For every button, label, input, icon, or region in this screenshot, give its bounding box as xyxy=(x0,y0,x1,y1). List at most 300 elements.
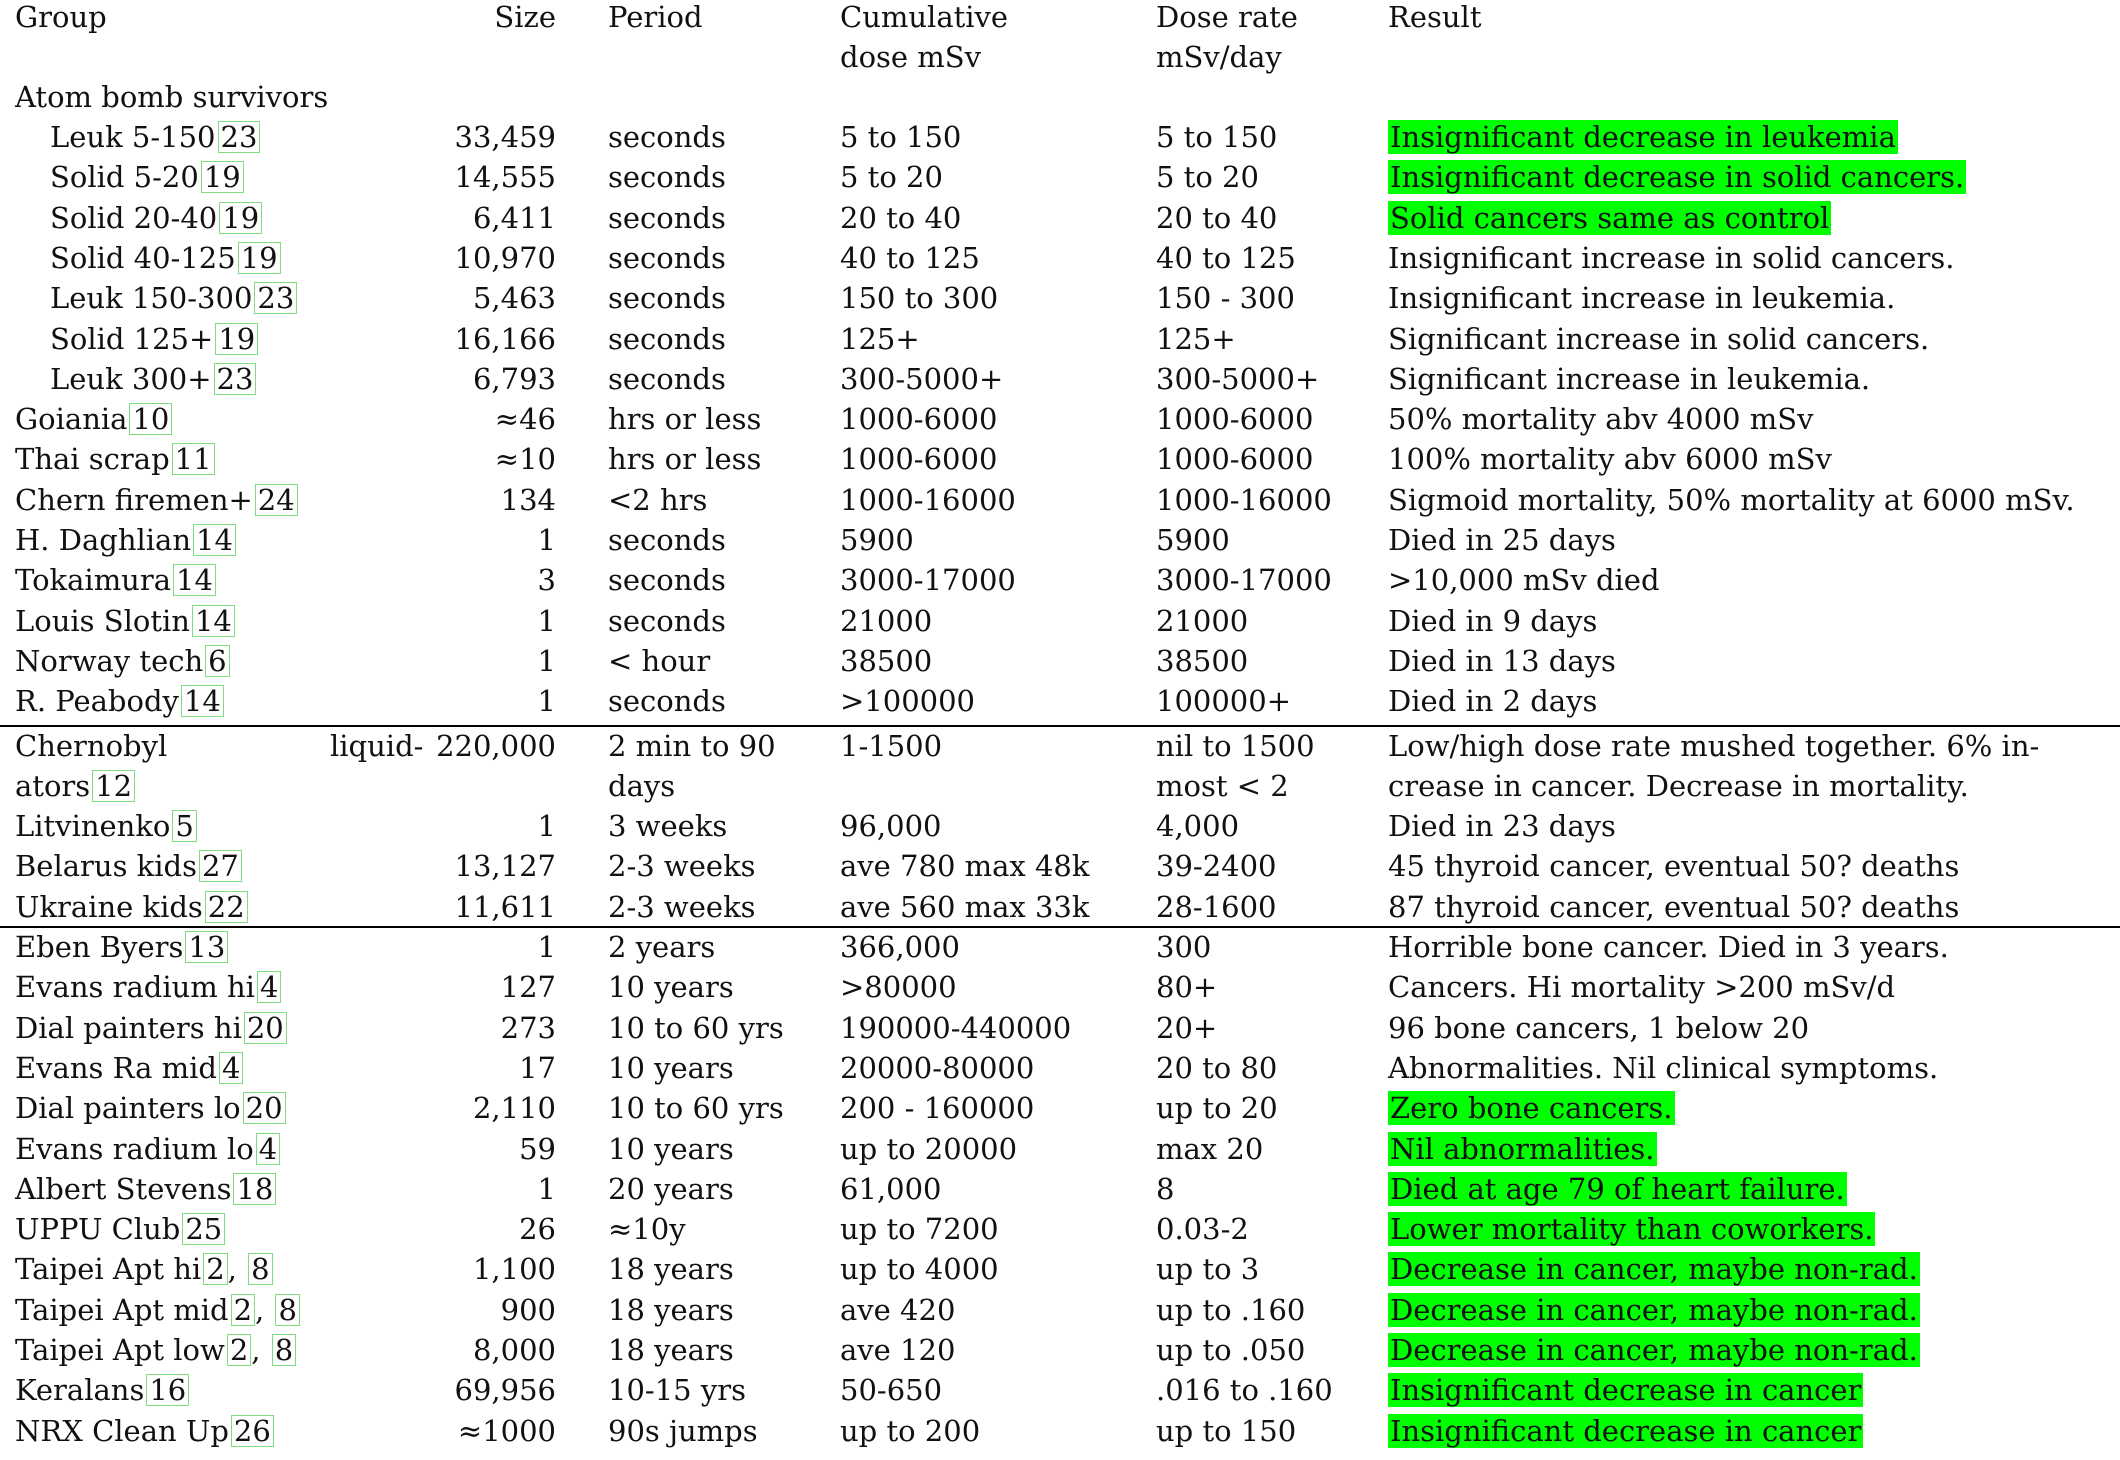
row-result xyxy=(1388,681,1597,721)
row-group-name xyxy=(50,319,258,359)
row-period: 18 years xyxy=(608,1292,734,1327)
citation-link[interactable]: 23 xyxy=(214,363,257,395)
row-period: seconds xyxy=(608,603,726,638)
row-result xyxy=(1388,1129,1657,1169)
group-label: Litvinenko xyxy=(15,809,171,843)
row-size: 1 xyxy=(537,930,556,964)
citation-link[interactable]: 16 xyxy=(146,1374,189,1406)
row-dose-rate: 300 xyxy=(1156,930,1212,964)
row-dose-rate: 150 - 300 xyxy=(1156,281,1295,316)
table-row xyxy=(0,887,2120,927)
row-dose: ave 780 max 48k xyxy=(840,849,1090,884)
highlighted-result-text: Insignificant decrease in cancer xyxy=(1390,1373,1862,1408)
row-result xyxy=(1388,1209,1875,1249)
row-result xyxy=(1388,359,1870,399)
citation-link[interactable]: 25 xyxy=(182,1213,225,1245)
result-text: Died in 25 days xyxy=(1388,523,1616,557)
citation-link[interactable]: 24 xyxy=(255,484,298,516)
row-period: hrs or less xyxy=(608,402,762,437)
row-result xyxy=(1388,319,1929,359)
chern-dose: 1-1500 xyxy=(840,729,943,763)
row-dose-rate: up to 3 xyxy=(1156,1252,1260,1287)
row-group-name xyxy=(15,927,228,967)
citation-link[interactable]: 10 xyxy=(129,403,172,435)
result-text: Sigmoid mortality, 50% mortality at 6000 mSv. xyxy=(1388,482,2075,517)
row-group-name xyxy=(15,1048,243,1088)
row-result xyxy=(1388,1249,1920,1289)
row-size: 16,166 xyxy=(454,321,556,356)
row-group-name xyxy=(15,887,248,927)
row-group-name xyxy=(50,278,297,318)
row-dose: 300-5000+ xyxy=(840,361,1004,396)
row-dose-rate: .016 to .160 xyxy=(1156,1373,1333,1408)
group-label: Solid 125+ xyxy=(50,321,214,356)
row-dose-rate: max 20 xyxy=(1156,1131,1264,1166)
group-label: Leuk 5-150 xyxy=(50,120,216,154)
row-result xyxy=(1388,846,1959,886)
header-dose: Cumulative xyxy=(840,0,1009,34)
row-result xyxy=(1388,601,1597,641)
header-group: Group xyxy=(15,0,107,34)
row-group-name xyxy=(15,601,235,641)
row-dose: 21000 xyxy=(840,603,933,638)
citation-link[interactable]: 19 xyxy=(238,242,281,274)
group-label: Chern firemen+ xyxy=(15,482,253,517)
row-group-name xyxy=(50,157,244,197)
row-dose: 40 to 125 xyxy=(840,240,980,275)
row-period: 2-3 weeks xyxy=(608,889,756,924)
result-text: Died in 23 days xyxy=(1388,809,1616,843)
row-group-name xyxy=(50,198,262,238)
row-size: 1 xyxy=(537,684,556,719)
result-text: 100% mortality abv 6000 mSv xyxy=(1388,442,1832,477)
row-size: 10,970 xyxy=(454,240,556,275)
group-label: Albert Stevens xyxy=(15,1171,232,1206)
row-period: 3 weeks xyxy=(608,809,728,843)
table-row xyxy=(0,1330,2120,1370)
row-dose: 150 to 300 xyxy=(840,281,999,316)
table-row xyxy=(0,198,2120,238)
row-result xyxy=(1388,806,1616,846)
row-dose: 38500 xyxy=(840,643,933,678)
header-size: Size xyxy=(494,0,556,34)
row-dose-rate: 1000-16000 xyxy=(1156,482,1332,517)
row-size: 134 xyxy=(500,482,556,517)
table-row xyxy=(0,319,2120,359)
row-size: 13,127 xyxy=(454,849,556,884)
row-size: 6,411 xyxy=(472,200,556,235)
group-label: Keralans xyxy=(15,1373,145,1408)
table-row xyxy=(0,806,2120,846)
row-size: 1,100 xyxy=(472,1252,556,1287)
table-row xyxy=(0,681,2120,721)
row-period: seconds xyxy=(608,563,726,598)
row-period: 10-15 yrs xyxy=(608,1373,746,1408)
row-dose-rate: up to 20 xyxy=(1156,1091,1278,1126)
row-period: hrs or less xyxy=(608,442,762,477)
citation-link[interactable]: 12 xyxy=(92,770,135,802)
result-text: Cancers. Hi mortality >200 mSv/d xyxy=(1388,970,1896,1005)
citation-link[interactable]: 8 xyxy=(275,1294,299,1326)
highlighted-result-text: Insignificant decrease in cancer xyxy=(1390,1413,1862,1448)
group-label: Leuk 300+ xyxy=(50,361,212,396)
row-group-name xyxy=(50,238,281,278)
row-period: 18 years xyxy=(608,1252,734,1287)
row-group-name xyxy=(15,1370,189,1410)
result-text: 45 thyroid cancer, eventual 50? deaths xyxy=(1388,849,1960,884)
table-row xyxy=(0,1129,2120,1169)
table-row xyxy=(0,278,2120,318)
row-dose-rate: 100000+ xyxy=(1156,684,1292,719)
citation-link[interactable]: 18 xyxy=(233,1173,276,1205)
row-result xyxy=(1388,1330,1920,1370)
highlighted-result-text: Zero bone cancers. xyxy=(1390,1091,1673,1126)
citation-link[interactable]: 14 xyxy=(192,605,235,637)
table-row xyxy=(0,1370,2120,1410)
citation-link[interactable]: 23 xyxy=(254,282,297,314)
row-period: 90s jumps xyxy=(608,1413,758,1448)
row-dose: 366,000 xyxy=(840,930,960,964)
table-row xyxy=(0,967,2120,1007)
row-result xyxy=(1388,887,1959,927)
table-row xyxy=(0,238,2120,278)
row-dose: up to 20000 xyxy=(840,1131,1018,1166)
row-result xyxy=(1388,560,1660,600)
citation-link[interactable]: 8 xyxy=(248,1253,272,1285)
row-dose-rate: 5 to 20 xyxy=(1156,160,1259,195)
row-group-name xyxy=(15,1209,225,1249)
group-label: NRX Clean Up xyxy=(15,1413,229,1448)
row-result xyxy=(1388,198,1831,238)
header-rate: Dose rate xyxy=(1156,0,1298,34)
row-dose-rate: 39-2400 xyxy=(1156,849,1277,884)
row-dose: >80000 xyxy=(840,970,957,1005)
row-period: seconds xyxy=(608,240,726,275)
result-text: Insignificant increase in solid cancers. xyxy=(1388,240,1955,275)
chern-name-line2: ators 12 xyxy=(15,766,135,806)
result-text: 87 thyroid cancer, eventual 50? deaths xyxy=(1388,889,1960,924)
row-group-name xyxy=(15,1129,280,1169)
row-size: 273 xyxy=(500,1010,556,1045)
citation-link[interactable]: 2 xyxy=(231,1294,255,1326)
row-group-name xyxy=(15,439,215,479)
row-size: ≈46 xyxy=(494,402,556,437)
group-label: Leuk 150-300 xyxy=(50,281,253,316)
group-label: H. Daghlian xyxy=(15,523,192,557)
row-size: 1 xyxy=(537,603,556,638)
group-label: Taipei Apt hi xyxy=(15,1252,202,1287)
row-dose: 200 - 160000 xyxy=(840,1091,1035,1126)
row-result xyxy=(1388,399,1813,439)
row-dose: 1000-6000 xyxy=(840,402,998,437)
table-row xyxy=(0,399,2120,439)
table-row xyxy=(0,560,2120,600)
row-result xyxy=(1388,1290,1920,1330)
row-group-name xyxy=(15,806,197,846)
result-text: Died in 2 days xyxy=(1388,684,1598,719)
row-size: 11,611 xyxy=(454,889,556,924)
result-text: Insignificant increase in leukemia. xyxy=(1388,281,1896,316)
chern-name-part2: liquid- xyxy=(330,729,424,763)
row-dose-rate: 40 to 125 xyxy=(1156,240,1296,275)
group-label: Solid 40-125 xyxy=(50,240,236,275)
table-row xyxy=(0,117,2120,157)
result-text: Abnormalities. Nil clinical symptoms. xyxy=(1388,1050,1939,1085)
row-size: 33,459 xyxy=(454,120,556,154)
row-dose: 20000-80000 xyxy=(840,1050,1035,1085)
chern-name-part1: Chernobyl xyxy=(15,729,168,763)
row-dose: up to 4000 xyxy=(840,1252,999,1287)
citation-link[interactable]: 14 xyxy=(181,685,224,717)
row-dose-rate: 3000-17000 xyxy=(1156,563,1332,598)
result-text: Died in 9 days xyxy=(1388,603,1598,638)
result-text: 50% mortality abv 4000 mSv xyxy=(1388,402,1814,437)
row-dose-rate: 4,000 xyxy=(1156,809,1240,843)
row-dose-rate: 20 to 40 xyxy=(1156,200,1278,235)
row-period: 10 years xyxy=(608,1131,734,1166)
section-atom-bomb xyxy=(0,77,2120,117)
table-row xyxy=(0,1209,2120,1249)
row-period: <2 hrs xyxy=(608,482,708,517)
row-dose-rate: up to 150 xyxy=(1156,1413,1297,1448)
row-dose-rate: up to .160 xyxy=(1156,1292,1306,1327)
citation-link[interactable]: 14 xyxy=(193,524,236,556)
row-period: seconds xyxy=(608,160,726,195)
citation-link[interactable]: 19 xyxy=(219,202,262,234)
row-size: 1 xyxy=(537,1171,556,1206)
row-size: 900 xyxy=(500,1292,556,1327)
group-label: Norway tech xyxy=(15,643,204,678)
group-label: Evans Ra mid xyxy=(15,1050,217,1085)
citation-separator: , xyxy=(255,1292,274,1327)
highlighted-result-text: Solid cancers same as control xyxy=(1390,200,1830,235)
row-dose-rate: 5900 xyxy=(1156,523,1230,557)
chern-rate: nil to 1500 xyxy=(1156,729,1315,763)
group-label: Dial painters lo xyxy=(15,1091,241,1126)
row-dose: 61,000 xyxy=(840,1171,942,1206)
row-dose: 5 to 150 xyxy=(840,120,962,154)
table-row xyxy=(0,1048,2120,1088)
result-text: Horrible bone cancer. Died in 3 years. xyxy=(1388,930,1949,964)
citation-link[interactable]: 2 xyxy=(227,1334,251,1366)
row-group-name xyxy=(50,117,260,157)
chern-period-line2: days xyxy=(608,769,676,803)
group-label: Solid 5-20 xyxy=(50,160,199,195)
row-dose: up to 200 xyxy=(840,1413,981,1448)
row-size: 17 xyxy=(519,1050,556,1085)
citation-link[interactable]: 8 xyxy=(272,1334,296,1366)
result-text: 96 bone cancers, 1 below 20 xyxy=(1388,1010,1810,1045)
header-dose-unit: dose mSv xyxy=(840,40,982,74)
row-dose-rate: 0.03-2 xyxy=(1156,1212,1249,1247)
row-period: seconds xyxy=(608,281,726,316)
chern-period: 2 min to 90 xyxy=(608,729,776,763)
row-period: seconds xyxy=(608,120,726,154)
highlighted-result-text: Insignificant decrease in leukemia xyxy=(1390,120,1896,154)
row-dose: 96,000 xyxy=(840,809,942,843)
citation-link[interactable]: 4 xyxy=(219,1052,243,1084)
row-size: 59 xyxy=(519,1131,556,1166)
row-period: seconds xyxy=(608,200,726,235)
row-result xyxy=(1388,278,1895,318)
row-group-name xyxy=(50,359,256,399)
citation-link[interactable]: 19 xyxy=(201,161,244,193)
header-period: Period xyxy=(608,0,703,34)
result-text: Significant increase in leukemia. xyxy=(1388,361,1871,396)
table-row xyxy=(0,480,2120,520)
table-row xyxy=(0,846,2120,886)
citation-separator: , xyxy=(251,1333,270,1367)
row-dose: 190000-440000 xyxy=(840,1010,1072,1045)
citation-link[interactable]: 23 xyxy=(218,121,261,153)
group-label: Eben Byers xyxy=(15,930,184,964)
row-size: 1 xyxy=(537,643,556,678)
row-period: 2-3 weeks xyxy=(608,849,756,884)
citation-separator: , xyxy=(227,1252,247,1287)
citation-link[interactable]: 4 xyxy=(257,971,281,1003)
citation-link[interactable]: 2 xyxy=(203,1253,227,1285)
citation-link[interactable]: 5 xyxy=(172,810,196,842)
row-dose: >100000 xyxy=(840,684,976,719)
header-rate-unit: mSv/day xyxy=(1156,40,1282,74)
row-size: 5,463 xyxy=(472,281,556,316)
citation-link[interactable]: 13 xyxy=(185,931,228,963)
row-size: 127 xyxy=(500,970,556,1005)
highlighted-result-text: Died at age 79 of heart failure. xyxy=(1390,1171,1845,1206)
row-period: < hour xyxy=(608,643,711,678)
group-label: Louis Slotin xyxy=(15,603,190,638)
row-dose-rate: 300-5000+ xyxy=(1156,361,1320,396)
row-period: 18 years xyxy=(608,1333,734,1367)
row-dose-rate: 125+ xyxy=(1156,321,1236,356)
citation-link[interactable]: 6 xyxy=(205,645,229,677)
row-size: 1 xyxy=(537,809,556,843)
table-row xyxy=(0,157,2120,197)
row-size: 26 xyxy=(519,1212,556,1247)
citation-link[interactable]: 4 xyxy=(256,1133,280,1165)
row-group-name xyxy=(15,1008,287,1048)
group-label: Tokaimura xyxy=(15,563,172,598)
row-result xyxy=(1388,967,1895,1007)
row-period: 10 years xyxy=(608,970,734,1005)
row-period: 10 to 60 yrs xyxy=(608,1091,784,1126)
row-result xyxy=(1388,439,1832,479)
row-dose: 20 to 40 xyxy=(840,200,962,235)
citation-link[interactable]: 11 xyxy=(172,443,215,475)
row-result xyxy=(1388,927,1949,967)
row-period: 2 years xyxy=(608,930,716,964)
row-dose-rate: 8 xyxy=(1156,1171,1175,1206)
row-result xyxy=(1388,1048,1938,1088)
row-result xyxy=(1388,1088,1675,1128)
result-text: Significant increase in solid cancers. xyxy=(1388,321,1930,356)
citation-link[interactable]: 27 xyxy=(199,850,242,882)
table-row xyxy=(0,927,2120,967)
row-group-name xyxy=(15,480,298,520)
group-label: Taipei Apt low xyxy=(15,1333,225,1367)
table-row xyxy=(0,520,2120,560)
table-row-chernobyl xyxy=(0,726,2120,806)
row-group-name xyxy=(15,641,230,681)
citation-link[interactable]: 19 xyxy=(215,323,258,355)
header-result: Result xyxy=(1388,0,1482,34)
row-dose: ave 120 xyxy=(840,1333,956,1367)
chern-result-line2: crease in cancer. Decrease in mortality. xyxy=(1388,769,1969,803)
row-period: seconds xyxy=(608,361,726,396)
table-row xyxy=(0,1169,2120,1209)
row-group-name xyxy=(15,1169,276,1209)
row-size: 8,000 xyxy=(472,1333,556,1367)
highlighted-result-text: Lower mortality than coworkers. xyxy=(1390,1212,1874,1247)
row-dose-rate: 1000-6000 xyxy=(1156,402,1314,437)
table-row xyxy=(0,1008,2120,1048)
row-group-name xyxy=(15,1290,300,1330)
row-dose: 1000-16000 xyxy=(840,482,1016,517)
citation-link[interactable]: 22 xyxy=(205,891,248,923)
citation-link[interactable]: 20 xyxy=(244,1012,287,1044)
row-result xyxy=(1388,1169,1847,1209)
table-row xyxy=(0,1411,2120,1451)
row-dose: 125+ xyxy=(840,321,920,356)
row-dose: 3000-17000 xyxy=(840,563,1016,598)
row-period: 20 years xyxy=(608,1171,734,1206)
highlighted-result-text: Nil abnormalities. xyxy=(1390,1131,1655,1166)
row-dose-rate: 38500 xyxy=(1156,643,1249,678)
header-row xyxy=(0,0,2120,77)
row-result xyxy=(1388,117,1898,157)
row-dose: 5 to 20 xyxy=(840,160,943,195)
row-period: seconds xyxy=(608,684,726,719)
citation-link[interactable]: 26 xyxy=(231,1415,274,1447)
row-dose: 50-650 xyxy=(840,1373,943,1408)
group-label: UPPU Club xyxy=(15,1212,181,1247)
row-result xyxy=(1388,520,1616,560)
row-dose: up to 7200 xyxy=(840,1212,999,1247)
group-label: Thai scrap xyxy=(15,442,170,477)
row-dose: 5900 xyxy=(840,523,914,557)
table-row xyxy=(0,1249,2120,1289)
highlighted-result-text: Decrease in cancer, maybe non-rad. xyxy=(1390,1333,1918,1367)
row-group-name xyxy=(15,399,172,439)
table-row xyxy=(0,601,2120,641)
row-size: 6,793 xyxy=(472,361,556,396)
section-label: Atom bomb survivors xyxy=(15,80,329,114)
row-dose-rate: 80+ xyxy=(1156,970,1218,1005)
table-row xyxy=(0,1290,2120,1330)
row-size: 14,555 xyxy=(454,160,556,195)
citation-link[interactable]: 14 xyxy=(173,564,216,596)
group-label: R. Peabody xyxy=(15,684,179,719)
group-label: Taipei Apt mid xyxy=(15,1292,229,1327)
row-size: ≈1000 xyxy=(457,1413,556,1448)
row-dose-rate: 1000-6000 xyxy=(1156,442,1314,477)
row-dose-rate: 20+ xyxy=(1156,1010,1218,1045)
row-size: 2,110 xyxy=(472,1091,556,1126)
group-label: Dial painters hi xyxy=(15,1010,242,1045)
chern-rate-line2: most < 2 xyxy=(1156,769,1289,803)
row-period: seconds xyxy=(608,523,726,557)
row-dose-rate: 20 to 80 xyxy=(1156,1050,1278,1085)
row-size: 3 xyxy=(537,563,556,598)
table-row xyxy=(0,1088,2120,1128)
row-result xyxy=(1388,157,1966,197)
row-dose-rate: 28-1600 xyxy=(1156,889,1277,924)
table-row xyxy=(0,359,2120,399)
highlighted-result-text: Insignificant decrease in solid cancers. xyxy=(1390,160,1965,195)
citation-link[interactable]: 20 xyxy=(243,1092,286,1124)
group-label: Evans radium lo xyxy=(15,1131,254,1166)
row-result xyxy=(1388,1008,1809,1048)
